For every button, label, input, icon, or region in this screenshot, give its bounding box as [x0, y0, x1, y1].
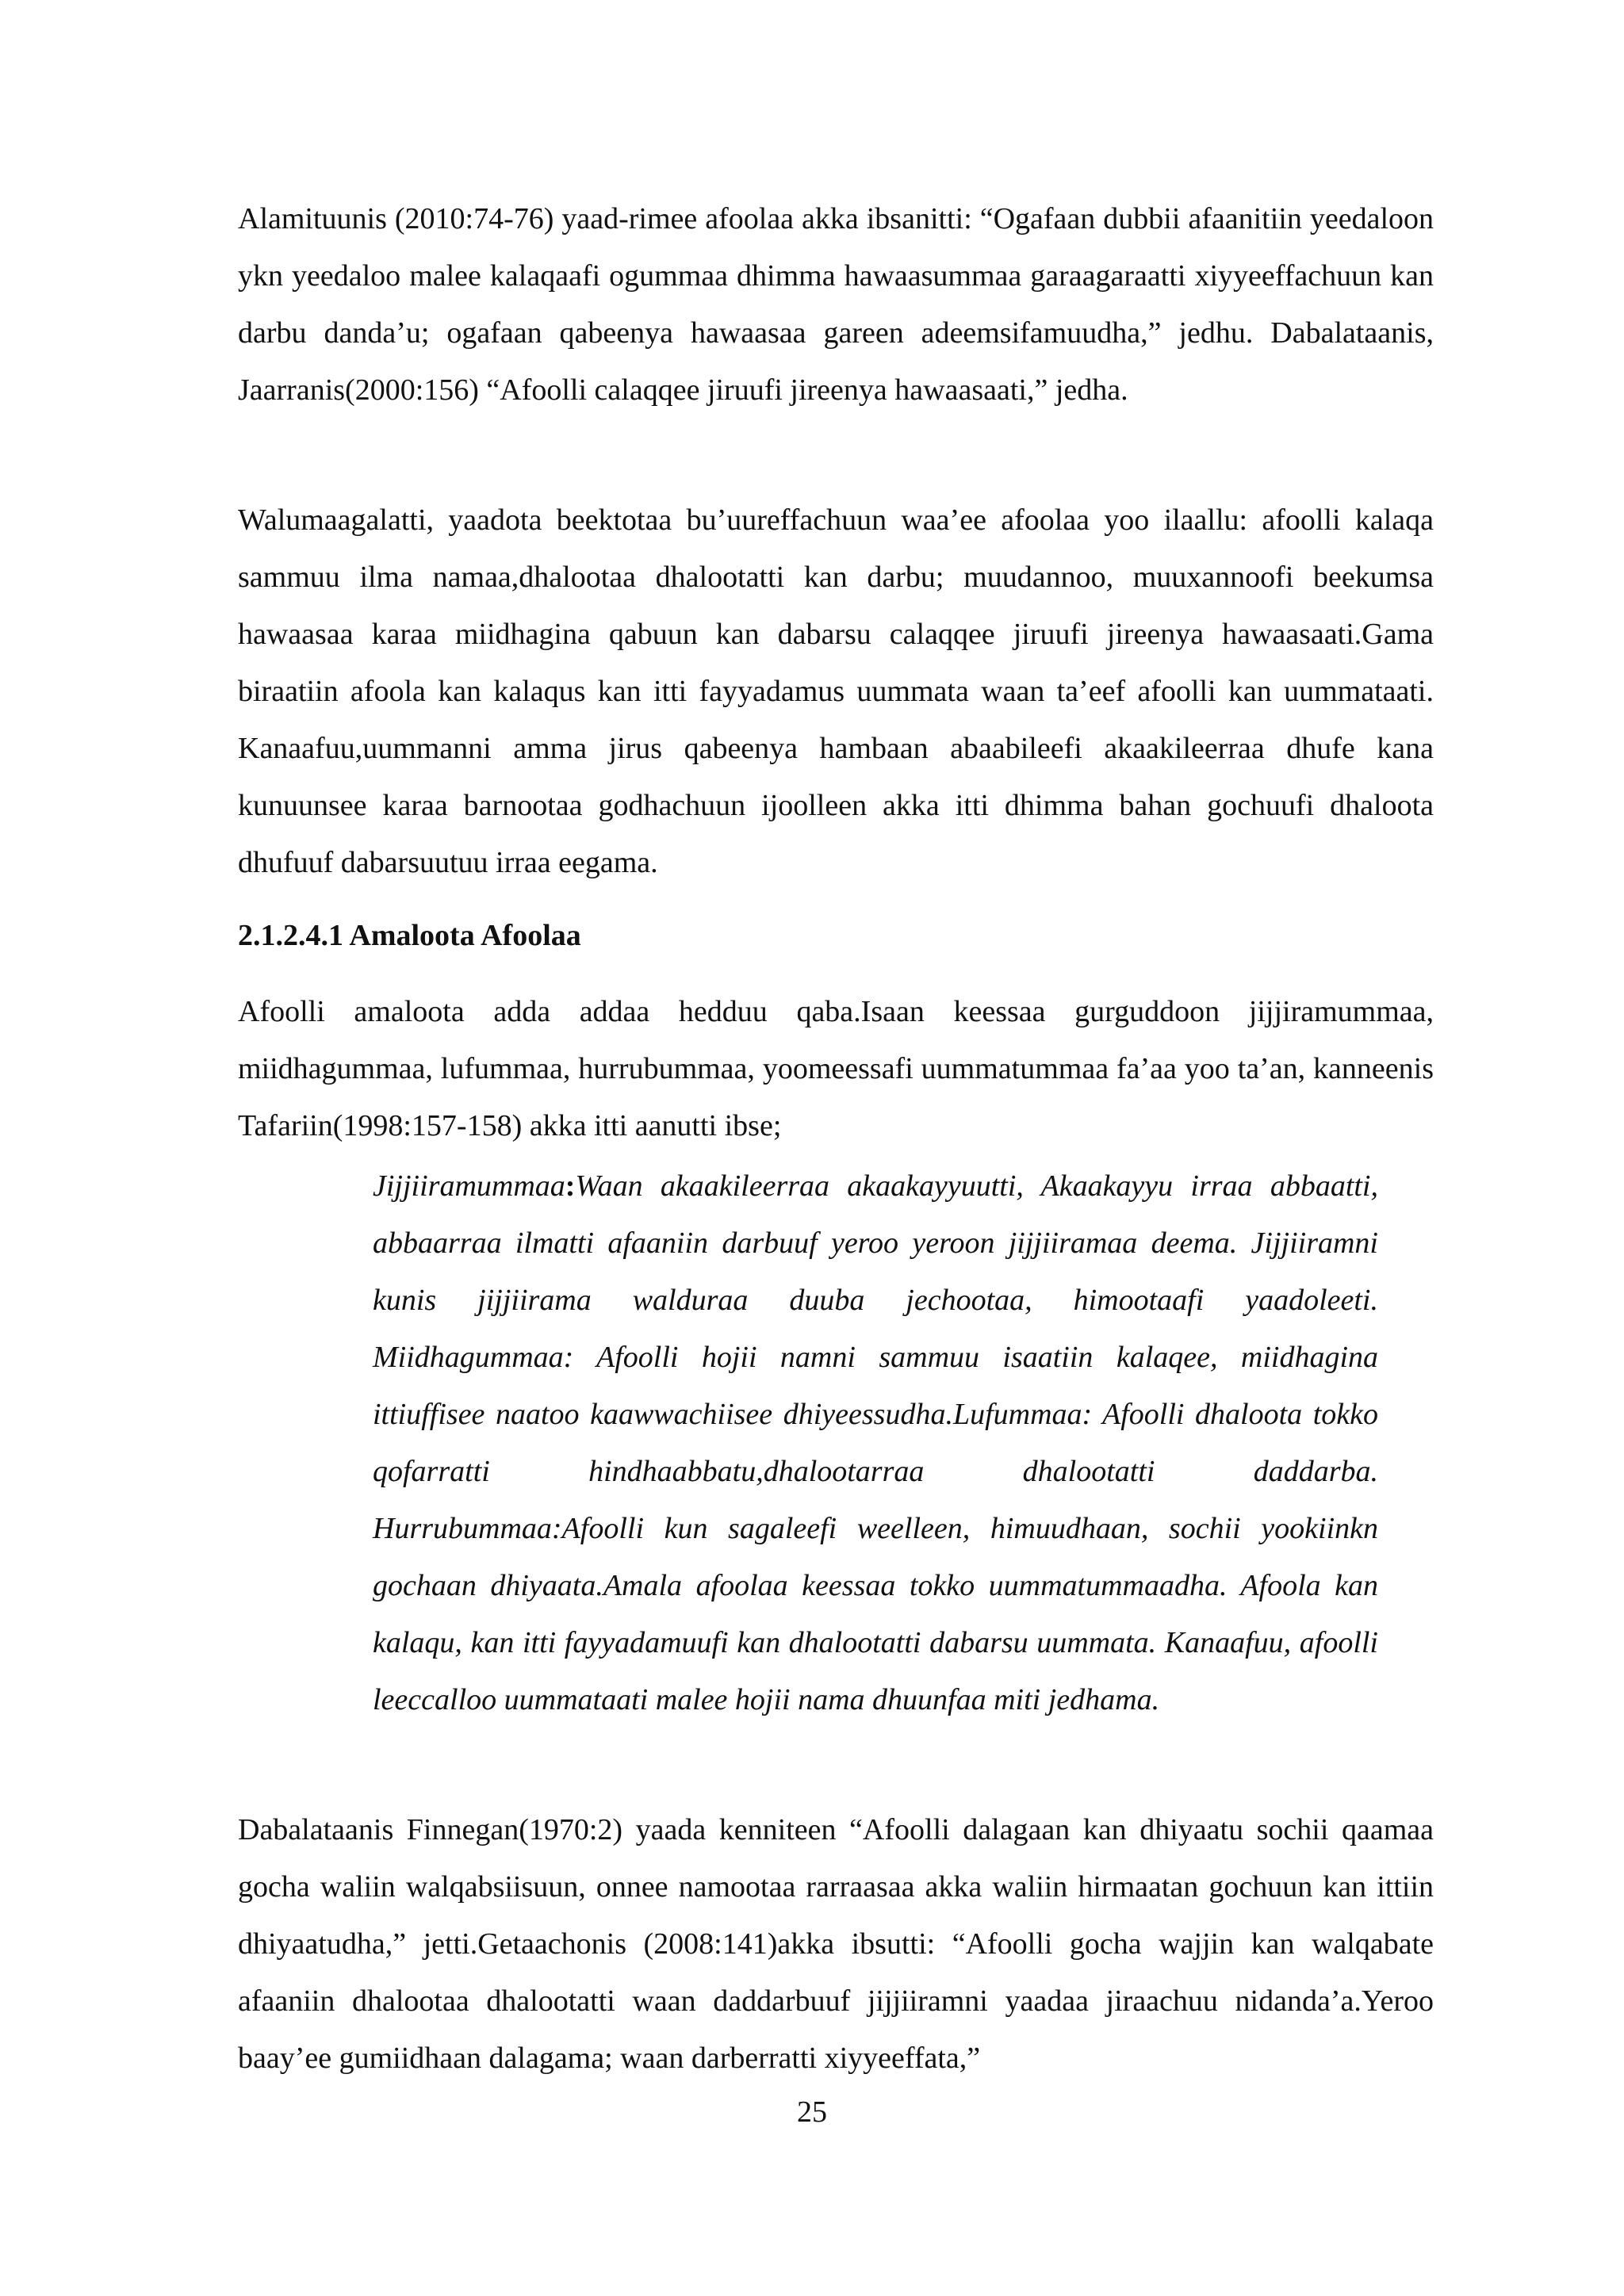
quote-colon: :	[565, 1169, 576, 1203]
paragraph-alamituunis: Alamituunis (2010:74-76) yaad-rimee afoolaa akka ibsanitti: “Ogafaan dubbii afaanitiin yeedaloon ykn yeedaloo malee kalaqaafi ogummaa dhimma hawaasummaa garaagaraatti xiyyeeffachuun kan darbu danda’u; ogafaan qabeenya hawaasaa gareen adeemsifamuudha,” jedhu. Dabalataanis, Jaarranis(2000:156) “Afoolli calaqqee jiruufi jireenya hawaasaati,” jedha.	[238, 202, 1434, 407]
paragraph-amaloota-intro: Afoolli amaloota adda addaa hedduu qaba.Isaan keessaa gurguddoon jijjiramummaa, miidhagummaa, lufummaa, hurrubummaa, yoomeessafi uummatummaa fa’aa yoo ta’an, kanneenis Tafariin(1998:157-158) akka itti aanutti ibse;	[238, 995, 1434, 1142]
paragraph-dabalataanis: Dabalataanis Finnegan(1970:2) yaada kenniteen “Afoolli dalagaan kan dhiyaatu sochii qaamaa gocha waliin walqabsiisuun, onnee namootaa rarraasaa akka waliin hirmaatan gochuun kan ittiin dhiyaatudha,” jetti.Getaachonis (2008:141)akka ibsutti: “Afoolli gocha wajjin kan walqabate afaaniin dhalootaa dhalootatti waan daddarbuuf jijjiiramni yaadaa jiraachuu nidanda’a.Yeroo baay’ee gumiidhaan dalagama; waan darberratti xiyyeeffata,”	[238, 1813, 1434, 2075]
block-quote	[373, 1158, 1378, 1728]
quote-term: Jijjiiramummaa	[373, 1169, 565, 1203]
section-heading: 2.1.2.4.1 Amaloota Afoolaa	[238, 919, 581, 952]
page-number: 25	[797, 2095, 827, 2129]
quote-body: Waan akaakileerraa akaakayyuutti, Akaakayyu irraa abbaatti, abbaarraa ilmatti afaaniin darbuuf yeroo yeroon jijjiiramaa deema. Jijjiiramni kunis jijjiirama walduraa duuba jechootaa, himootaafi yaadoleeti. Miidhagummaa: Afoolli hojii namni sammuu isaatiin kalaqee, miidhagina ittiuffisee naatoo kaawwachiisee dhiyeessudha.Lufummaa: Afoolli dhaloota tokko qofarratti hindhaabbatu,dhalootarraa dhalootatti daddarba. Hurrubummaa:Afoolli kun sagaleefi weelleen, himuudhaan, sochii yookiinkn gochaan dhiyaata.Amala afoolaa keessaa tokko uummatummaadha. Afoola kan kalaqu, kan itti fayyadamuufi kan dhalootatti dabarsu uummata. Kanaafuu, afoolli leeccalloo uummataati malee hojii nama dhuunfaa miti jedhama.	[373, 1169, 1378, 1716]
paragraph-walumaagalatti: Walumaagalatti, yaadota beektotaa bu’uureffachuun waa’ee afoolaa yoo ilaallu: afoolli kalaqa sammuu ilma namaa,dhalootaa dhalootatti kan darbu; muudannoo, muuxannoofi beekumsa hawaasaa karaa miidhagina qabuun kan dabarsu calaqqee jiruufi jireenya hawaasaati.Gama biraatiin afoola kan kalaqus kan itti fayyadamus uummata waan ta’eef afoolli kan uummataati. Kanaafuu,uummanni amma jirus qabeenya hambaan abaabileefi akaakileerraa dhufe kana kunuunsee karaa barnootaa godhachuun ijoolleen akka itti dhimma bahan gochuufi dhaloota dhufuuf dabarsuutuu irraa eegama.	[238, 503, 1434, 879]
